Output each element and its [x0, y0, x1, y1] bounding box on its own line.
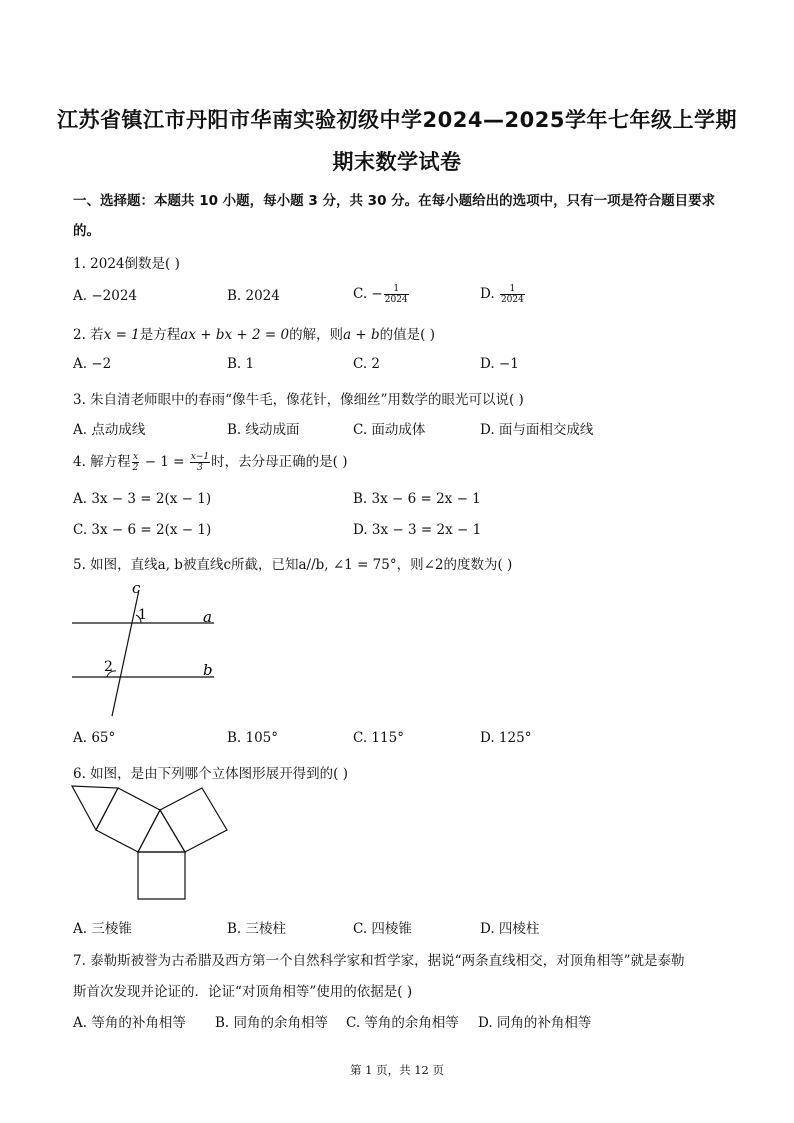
q2-option-c: C. 2 — [353, 356, 381, 372]
q4-stem-c: 时，去分母正确的是( ) — [211, 454, 348, 470]
q6-stem: 6. 如图，是由下列哪个立体图形展开得到的( ) — [73, 766, 348, 782]
q3-option-d: D. 面与面相交成线 — [480, 422, 594, 438]
q6-option-b: B. 三棱柱 — [227, 921, 287, 937]
q5-option-a: A. 65° — [73, 730, 116, 746]
q1-option-c — [353, 284, 410, 305]
q7-option-b: B. 同角的余角相等 — [215, 1015, 329, 1031]
q5-label-b: b — [203, 661, 213, 679]
exam-title-line2: 期末数学试卷 — [332, 150, 462, 174]
q6-option-a: A. 三棱锥 — [73, 921, 132, 937]
q4-option-c: C. 3x − 6 = 2(x − 1) — [73, 522, 212, 538]
q4-fraction-2-denominator: 3 — [197, 463, 203, 473]
q1-option-c-numerator: 1 — [384, 284, 409, 295]
section1-instructions-line2: 的。 — [73, 223, 100, 239]
q4-option-a: A. 3x − 3 = 2(x − 1) — [73, 491, 212, 507]
q4-option-b: B. 3x − 6 = 2x − 1 — [353, 491, 481, 507]
q1-option-d-fraction — [500, 284, 525, 305]
q5-option-b: B. 105° — [227, 730, 279, 746]
q2-stem-a: 2. 若 — [73, 327, 104, 343]
q5-label-a: a — [203, 608, 212, 626]
exam-title-line1: 江苏省镇江市丹阳市华南实验初级中学2024—2025学年七年级上学期 — [57, 108, 737, 132]
q7-option-d: D. 同角的补角相等 — [478, 1015, 592, 1031]
q3-option-a: A. 点动成线 — [73, 422, 146, 438]
q7-option-a: A. 等角的补角相等 — [73, 1015, 186, 1031]
q2-option-b: B. 1 — [227, 356, 255, 372]
q4-fraction-2-numerator: x−1 — [190, 452, 210, 462]
q2-stem-g: 的值是( ) — [379, 327, 435, 343]
q2-stem-b: x = 1 — [103, 327, 140, 343]
q1-option-d — [480, 284, 526, 305]
q6-left-square — [96, 788, 160, 852]
q1-option-d-prefix: D. — [480, 286, 499, 302]
q6-option-d: D. 四棱柱 — [480, 921, 540, 937]
q4-fraction-2 — [190, 452, 210, 473]
q5-option-d: D. 125° — [480, 730, 532, 746]
q1-option-b: B. 2024 — [227, 288, 280, 304]
q6-left-triangle — [72, 786, 118, 830]
q2-stem-f: a + b — [343, 327, 380, 343]
q1-stem: 1. 2024倒数是( ) — [73, 256, 180, 272]
q1-option-d-denominator: 2024 — [500, 295, 524, 305]
q1-option-c-fraction — [384, 284, 409, 305]
q2-stem-d: ax + bx + 2 = 0 — [180, 327, 290, 343]
q4-stem — [73, 450, 347, 473]
page-footer: 第 1 页，共 12 页 — [349, 1063, 445, 1077]
q6-figure-net — [66, 780, 246, 905]
q4-stem-a: 4. 解方程 — [73, 454, 131, 470]
q1-option-c-denominator: 2024 — [384, 295, 408, 305]
q3-option-c: C. 面动成体 — [353, 422, 426, 438]
q7-option-c: C. 等角的余角相等 — [346, 1015, 459, 1031]
q5-figure-parallel-lines — [66, 578, 226, 720]
section1-instructions-line1: 一、选择题：本题共 10 小题，每小题 3 分，共 30 分。在每小题给出的选项中，只有一项是符合题目要求 — [73, 193, 716, 209]
q3-option-b: B. 线动成面 — [227, 422, 300, 438]
q5-option-c: C. 115° — [353, 730, 404, 746]
q4-fraction-1-denominator: 2 — [132, 463, 139, 473]
q5-stem: 5. 如图，直线a, b被直线c所截，已知a//b, ∠1 = 75°，则∠2的度数为( ) — [73, 557, 513, 573]
q4-fraction-1 — [132, 452, 140, 473]
q6-bottom-square — [138, 852, 185, 899]
q4-fraction-1-numerator: x — [133, 452, 139, 462]
q7-stem-line2: 斯首次发现并论证的．论证“对顶角相等”使用的依据是( ) — [73, 984, 413, 1000]
q3-stem: 3. 朱自清老师眼中的春雨“像牛毛，像花针，像细丝”用数学的眼光可以说( ) — [73, 392, 524, 408]
q2-stem-e: 的解，则 — [289, 327, 344, 343]
q1-option-a: A. −2024 — [73, 288, 137, 304]
q6-center-triangle — [138, 810, 185, 852]
q6-right-square — [160, 788, 227, 852]
q4-option-d: D. 3x − 3 = 2x − 1 — [353, 522, 482, 538]
q4-stem-b: − 1 = — [140, 454, 189, 470]
q2-stem-c: 是方程 — [139, 327, 181, 343]
q5-label-2: 2 — [104, 659, 113, 675]
q6-option-c: C. 四棱锥 — [353, 921, 412, 937]
q2-option-a: A. −2 — [73, 356, 112, 372]
q7-stem-line1: 7. 泰勒斯被誉为古希腊及西方第一个自然科学家和哲学家，据说“两条直线相交，对顶角相等”就是泰勒 — [73, 953, 685, 969]
q2-option-d: D. −1 — [480, 356, 519, 372]
q1-option-d-numerator: 1 — [500, 284, 525, 295]
q5-line-c — [112, 590, 139, 716]
q1-option-c-prefix: C. − — [353, 286, 383, 302]
q2-stem — [73, 323, 435, 343]
q5-label-1: 1 — [138, 607, 147, 623]
q5-label-c: c — [132, 579, 141, 597]
